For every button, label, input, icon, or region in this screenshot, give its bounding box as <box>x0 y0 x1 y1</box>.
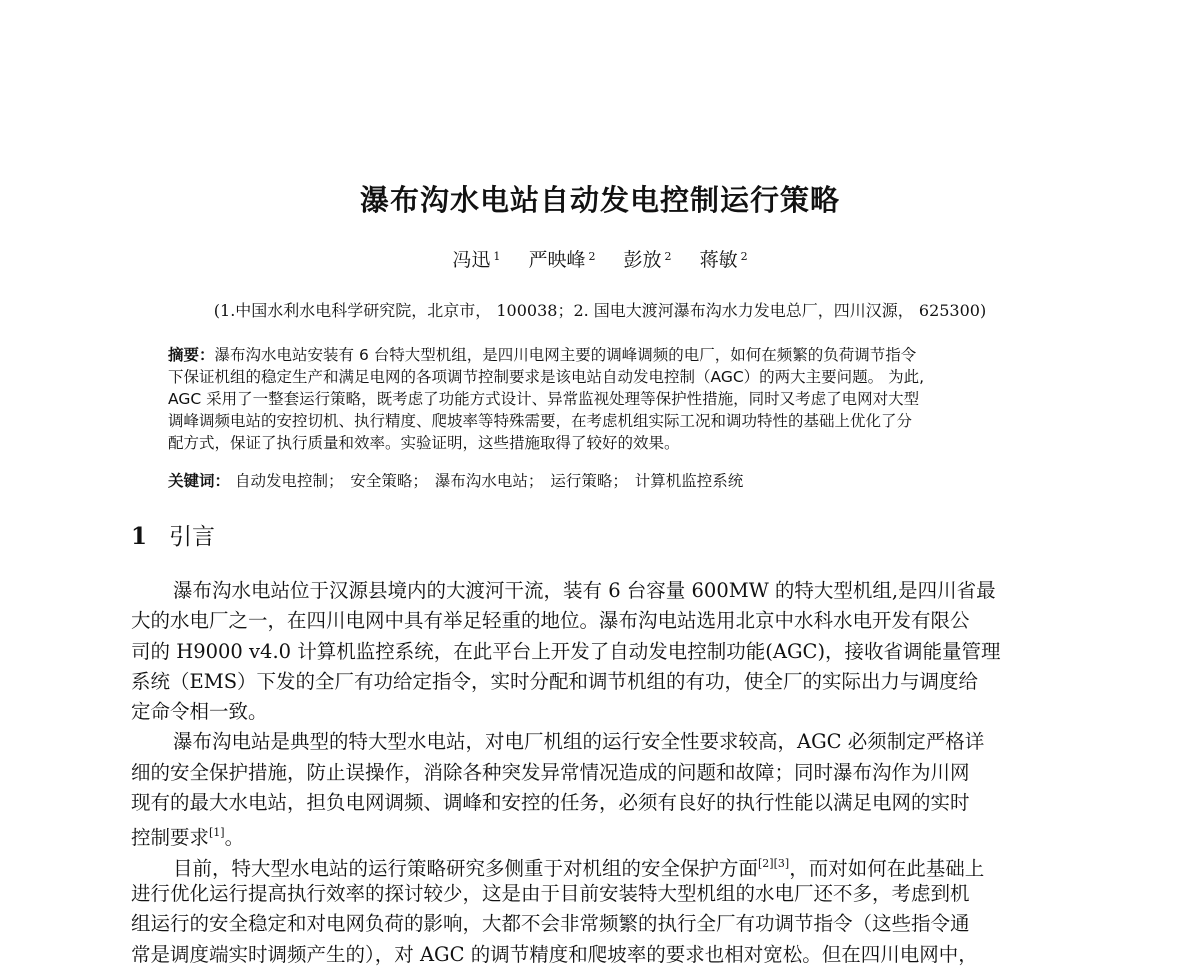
section-title: 引言 <box>169 524 216 550</box>
body-line: 司的 H9000 v4.0 计算机监控系统，在此平台上开发了自动发电控制功能(AGC)，接收省调能量管理 <box>131 639 1001 663</box>
keyword: 计算机监控系统 <box>634 472 744 490</box>
citation: [1] <box>209 826 225 840</box>
body-line: 常是调度端实时调频产生的），对 AGC 的调节精度和爬坡率的要求也相对宽松。但在四川电网中， <box>131 942 978 966</box>
abstract-line: 摘要：瀑布沟水电站安装有 6 台特大型机组，是四川电网主要的调峰调频的电厂，如何在频繁的负荷调节指令 <box>168 346 917 364</box>
body-line: 目前，特大型水电站的运行策略研究多侧重于对机组的安全保护方面[2][3]，而对如何在此基础上 <box>173 856 985 879</box>
citation: [2][3] <box>758 856 790 870</box>
abstract-line: 下保证机组的稳定生产和满足电网的各项调节控制要求是该电站自动发电控制（AGC）的两大主要问题。 为此, <box>168 368 925 386</box>
author: 彭放 $^2$ <box>623 249 672 271</box>
abstract-line: 调峰调频电站的安控切机、执行精度、爬坡率等特殊需要，在考虑机组实际工况和调功特性的基础上优化了分 <box>168 412 913 430</box>
abstract <box>168 344 1058 454</box>
body-text <box>131 576 1061 970</box>
section-heading <box>131 518 215 551</box>
keyword: 自动发电控制； <box>234 472 344 490</box>
keywords <box>168 470 1058 492</box>
paper-title: 瀑布沟水电站自动发电控制运行策略 <box>359 183 840 217</box>
body-line: 大的水电厂之一，在四川电网中具有举足轻重的地位。瀑布沟电站选用北京中水科水电开发有限公 <box>131 609 970 633</box>
body-line: 进行优化运行提高执行效率的探讨较少，这是由于目前安装特大型机组的水电厂还不多，考虑到机 <box>131 881 970 905</box>
keyword: 安全策略； <box>350 472 428 490</box>
body-line: 现有的最大水电站，担负电网调频、调峰和安控的任务，必须有良好的执行性能以满足电网的实时 <box>131 791 970 815</box>
author: 冯迅 $^1$ <box>452 249 501 271</box>
body-line: 定命令相一致。 <box>131 700 268 724</box>
author: 严映峰 $^2$ <box>528 249 596 271</box>
body-line: 系统（EMS）下发的全厂有功给定指令，实时分配和调节机组的有功，使全厂的实际出力与调度给 <box>131 669 979 693</box>
section-number: 1 <box>131 523 148 550</box>
abstract-line: 配方式，保证了执行质量和效率。实验证明，这些措施取得了较好的效果。 <box>168 434 680 452</box>
body-line: 控制要求[1]。 <box>131 826 245 849</box>
keyword: 瀑布沟水电站； <box>434 472 544 490</box>
body-line: 组运行的安全稳定和对电网负荷的影响，大都不会非常频繁的执行全厂有功调节指令（这些指令通 <box>131 912 970 936</box>
body-line: 细的安全保护措施，防止误操作，消除各种突发异常情况造成的问题和故障；同时瀑布沟作为川网 <box>131 760 970 784</box>
body-line: 瀑布沟电站是典型的特大型水电站，对电厂机组的运行安全性要求较高，AGC 必须制定严格详 <box>173 730 985 754</box>
abstract-line: AGC 采用了一整套运行策略，既考虑了功能方式设计、异常监视处理等保护性措施，同时又考虑了电网对大型 <box>168 390 920 408</box>
author-list <box>0 245 1200 272</box>
affiliation: (1.中国水利水电科学研究院，北京市， 100038；2. 国电大渡河瀑布沟水力发电总厂，四川汉源， 625300) <box>213 301 987 320</box>
author: 蒋敏 $^2$ <box>699 249 748 271</box>
abstract-label: 摘要： <box>168 346 215 364</box>
body-line: 瀑布沟水电站位于汉源县境内的大渡河干流，装有 6 台容量 600MW 的特大型机组,是四川省最 <box>173 579 996 602</box>
keywords-label: 关键词： <box>168 472 231 490</box>
keyword: 运行策略； <box>550 472 628 490</box>
